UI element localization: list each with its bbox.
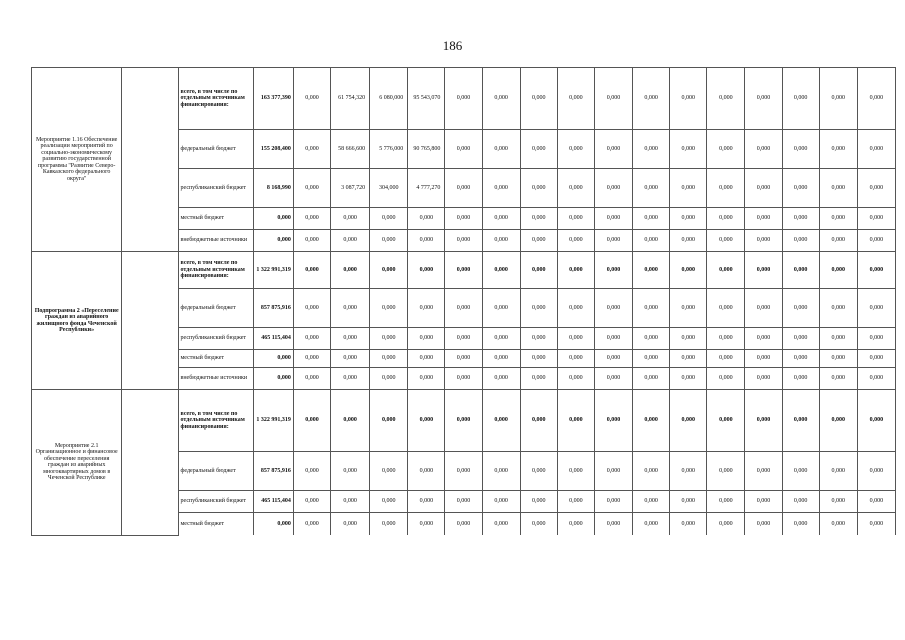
year-amount: 0,000 (557, 328, 594, 350)
year-amount: 0,000 (445, 452, 482, 491)
year-amount: 0,000 (331, 208, 370, 230)
year-amount: 0,000 (857, 491, 895, 513)
section-name: Мероприятие 2.1 Организационное и финансовое обеспечение переселения граждан из аварийных многоквартирных домов в Чеченской Республике (32, 390, 122, 536)
page-number: 186 (442, 38, 463, 53)
year-amount: 0,000 (331, 289, 370, 328)
year-amount: 0,000 (707, 513, 745, 536)
year-amount: 0,000 (520, 289, 557, 328)
year-amount: 0,000 (782, 390, 819, 452)
year-amount: 0,000 (370, 289, 408, 328)
total-amount: 8 168,990 (253, 169, 293, 208)
year-amount: 0,000 (594, 328, 632, 350)
year-amount: 0,000 (482, 169, 520, 208)
year-amount: 0,000 (408, 230, 445, 252)
year-amount: 0,000 (445, 208, 482, 230)
year-amount: 0,000 (482, 452, 520, 491)
year-amount: 0,000 (633, 491, 670, 513)
year-amount: 0,000 (707, 230, 745, 252)
year-amount: 0,000 (331, 350, 370, 368)
year-amount: 0,000 (445, 169, 482, 208)
total-amount: 465 115,404 (253, 328, 293, 350)
year-amount: 0,000 (370, 252, 408, 289)
table-body (32, 68, 896, 536)
year-amount: 0,000 (745, 452, 782, 491)
year-amount: 0,000 (408, 513, 445, 536)
year-amount: 0,000 (520, 208, 557, 230)
year-amount: 0,000 (782, 289, 819, 328)
funding-source: всего, в том числе по отдельным источникам финансирования: (178, 68, 253, 130)
year-amount: 0,000 (782, 252, 819, 289)
year-amount: 0,000 (594, 513, 632, 536)
funding-source: внебюджетные источники (178, 230, 253, 252)
year-amount: 0,000 (857, 252, 895, 289)
year-amount: 0,000 (707, 252, 745, 289)
year-amount: 0,000 (819, 230, 857, 252)
year-amount: 0,000 (445, 130, 482, 169)
year-amount: 0,000 (293, 513, 330, 536)
total-amount: 857 875,916 (253, 289, 293, 328)
year-amount: 0,000 (331, 390, 370, 452)
year-amount: 0,000 (857, 350, 895, 368)
year-amount: 0,000 (293, 130, 330, 169)
year-amount: 0,000 (670, 368, 707, 390)
year-amount: 0,000 (293, 368, 330, 390)
year-amount: 0,000 (633, 208, 670, 230)
year-amount: 0,000 (745, 289, 782, 328)
year-amount: 0,000 (408, 350, 445, 368)
year-amount: 0,000 (745, 68, 782, 130)
year-amount: 0,000 (445, 68, 482, 130)
year-amount: 0,000 (633, 169, 670, 208)
year-amount: 58 666,600 (331, 130, 370, 169)
year-amount: 0,000 (745, 513, 782, 536)
year-amount: 0,000 (857, 68, 895, 130)
year-amount: 0,000 (557, 350, 594, 368)
year-amount: 0,000 (482, 68, 520, 130)
year-amount: 0,000 (520, 491, 557, 513)
year-amount: 0,000 (670, 130, 707, 169)
year-amount: 0,000 (331, 491, 370, 513)
total-amount: 163 377,390 (253, 68, 293, 130)
year-amount: 0,000 (707, 328, 745, 350)
year-amount: 4 777,270 (408, 169, 445, 208)
year-amount: 0,000 (557, 368, 594, 390)
total-amount: 857 875,916 (253, 452, 293, 491)
year-amount: 0,000 (670, 68, 707, 130)
year-amount: 0,000 (293, 68, 330, 130)
year-amount: 0,000 (594, 208, 632, 230)
year-amount: 0,000 (633, 252, 670, 289)
year-amount: 0,000 (819, 289, 857, 328)
year-amount: 0,000 (857, 130, 895, 169)
year-amount: 0,000 (819, 252, 857, 289)
year-amount: 0,000 (782, 68, 819, 130)
year-amount: 0,000 (293, 289, 330, 328)
funding-source: местный бюджет (178, 513, 253, 536)
budget-table (31, 67, 896, 536)
table-row (32, 68, 896, 130)
year-amount: 0,000 (370, 390, 408, 452)
total-amount: 0,000 (253, 230, 293, 252)
year-amount: 0,000 (633, 368, 670, 390)
section-executor-cell (122, 68, 178, 252)
year-amount: 0,000 (293, 390, 330, 452)
year-amount: 0,000 (408, 289, 445, 328)
section-name: Мероприятие 1.16 Обеспечение реализации мероприятий по социально-экономическому развитию государственной программы "Развитие Северо-Кавказского федерального округа" (32, 68, 122, 252)
year-amount: 0,000 (819, 452, 857, 491)
year-amount: 0,000 (293, 230, 330, 252)
year-amount: 0,000 (594, 390, 632, 452)
year-amount: 0,000 (745, 230, 782, 252)
year-amount: 0,000 (857, 208, 895, 230)
year-amount: 0,000 (819, 513, 857, 536)
total-amount: 0,000 (253, 350, 293, 368)
year-amount: 0,000 (520, 368, 557, 390)
year-amount: 0,000 (520, 68, 557, 130)
funding-source: федеральный бюджет (178, 289, 253, 328)
section-executor-cell (122, 390, 178, 536)
year-amount: 0,000 (707, 350, 745, 368)
year-amount: 0,000 (594, 452, 632, 491)
year-amount: 0,000 (745, 390, 782, 452)
year-amount: 0,000 (557, 513, 594, 536)
year-amount: 0,000 (557, 68, 594, 130)
year-amount: 0,000 (293, 491, 330, 513)
year-amount: 0,000 (557, 252, 594, 289)
year-amount: 90 765,800 (408, 130, 445, 169)
year-amount: 0,000 (594, 230, 632, 252)
year-amount: 0,000 (370, 452, 408, 491)
funding-source: местный бюджет (178, 208, 253, 230)
year-amount: 0,000 (594, 68, 632, 130)
year-amount: 0,000 (445, 350, 482, 368)
year-amount: 0,000 (670, 513, 707, 536)
year-amount: 0,000 (819, 328, 857, 350)
total-amount: 0,000 (253, 208, 293, 230)
year-amount: 0,000 (857, 513, 895, 536)
year-amount: 0,000 (745, 252, 782, 289)
year-amount: 0,000 (557, 208, 594, 230)
total-amount: 465 115,404 (253, 491, 293, 513)
year-amount: 0,000 (370, 513, 408, 536)
year-amount: 0,000 (482, 350, 520, 368)
year-amount: 0,000 (408, 390, 445, 452)
year-amount: 0,000 (670, 390, 707, 452)
year-amount: 0,000 (408, 252, 445, 289)
funding-source: республиканский бюджет (178, 491, 253, 513)
year-amount: 0,000 (445, 368, 482, 390)
year-amount: 0,000 (633, 289, 670, 328)
year-amount: 0,000 (331, 230, 370, 252)
year-amount: 0,000 (670, 328, 707, 350)
year-amount: 0,000 (520, 252, 557, 289)
year-amount: 0,000 (782, 350, 819, 368)
year-amount: 0,000 (331, 368, 370, 390)
year-amount: 0,000 (745, 328, 782, 350)
year-amount: 0,000 (745, 130, 782, 169)
year-amount: 0,000 (520, 130, 557, 169)
year-amount: 0,000 (782, 328, 819, 350)
total-amount: 0,000 (253, 368, 293, 390)
year-amount: 0,000 (594, 491, 632, 513)
year-amount: 0,000 (857, 169, 895, 208)
year-amount: 0,000 (482, 208, 520, 230)
year-amount: 0,000 (482, 289, 520, 328)
year-amount: 0,000 (293, 452, 330, 491)
year-amount: 0,000 (670, 208, 707, 230)
year-amount: 0,000 (408, 208, 445, 230)
funding-source: федеральный бюджет (178, 130, 253, 169)
year-amount: 0,000 (782, 368, 819, 390)
section-executor-cell (122, 252, 178, 390)
year-amount: 0,000 (520, 513, 557, 536)
year-amount: 6 080,000 (370, 68, 408, 130)
year-amount: 0,000 (557, 289, 594, 328)
year-amount: 0,000 (782, 491, 819, 513)
year-amount: 0,000 (445, 513, 482, 536)
total-amount: 155 208,400 (253, 130, 293, 169)
year-amount: 0,000 (670, 491, 707, 513)
year-amount: 0,000 (633, 513, 670, 536)
year-amount: 0,000 (445, 328, 482, 350)
year-amount: 0,000 (293, 169, 330, 208)
year-amount: 0,000 (707, 130, 745, 169)
year-amount: 0,000 (707, 452, 745, 491)
year-amount: 3 087,720 (331, 169, 370, 208)
year-amount: 0,000 (819, 68, 857, 130)
year-amount: 0,000 (782, 513, 819, 536)
year-amount: 95 543,070 (408, 68, 445, 130)
year-amount: 0,000 (520, 328, 557, 350)
total-amount: 1 322 991,319 (253, 252, 293, 289)
year-amount: 0,000 (857, 452, 895, 491)
year-amount: 0,000 (633, 390, 670, 452)
year-amount: 0,000 (445, 252, 482, 289)
year-amount: 0,000 (520, 390, 557, 452)
year-amount: 0,000 (819, 390, 857, 452)
year-amount: 0,000 (819, 208, 857, 230)
year-amount: 0,000 (745, 350, 782, 368)
year-amount: 0,000 (445, 491, 482, 513)
year-amount: 0,000 (482, 328, 520, 350)
year-amount: 0,000 (370, 328, 408, 350)
year-amount: 0,000 (782, 130, 819, 169)
funding-source: республиканский бюджет (178, 169, 253, 208)
year-amount: 0,000 (520, 169, 557, 208)
year-amount: 0,000 (520, 350, 557, 368)
year-amount: 0,000 (819, 130, 857, 169)
year-amount: 0,000 (445, 230, 482, 252)
year-amount: 0,000 (520, 230, 557, 252)
year-amount: 0,000 (331, 452, 370, 491)
year-amount: 0,000 (633, 130, 670, 169)
year-amount: 0,000 (745, 208, 782, 230)
year-amount: 0,000 (594, 350, 632, 368)
year-amount: 0,000 (594, 130, 632, 169)
year-amount: 0,000 (707, 368, 745, 390)
year-amount: 0,000 (594, 252, 632, 289)
total-amount: 0,000 (253, 513, 293, 536)
year-amount: 0,000 (557, 390, 594, 452)
year-amount: 0,000 (782, 230, 819, 252)
year-amount: 0,000 (370, 368, 408, 390)
year-amount: 0,000 (482, 491, 520, 513)
year-amount: 0,000 (857, 390, 895, 452)
year-amount: 0,000 (445, 390, 482, 452)
year-amount: 0,000 (707, 169, 745, 208)
year-amount: 0,000 (293, 350, 330, 368)
year-amount: 0,000 (670, 169, 707, 208)
year-amount: 0,000 (594, 169, 632, 208)
year-amount: 0,000 (707, 390, 745, 452)
year-amount: 0,000 (482, 252, 520, 289)
year-amount: 0,000 (331, 328, 370, 350)
year-amount: 0,000 (745, 491, 782, 513)
year-amount: 0,000 (670, 289, 707, 328)
funding-source: республиканский бюджет (178, 328, 253, 350)
year-amount: 0,000 (370, 350, 408, 368)
year-amount: 0,000 (370, 491, 408, 513)
year-amount: 304,000 (370, 169, 408, 208)
year-amount: 0,000 (819, 491, 857, 513)
year-amount: 0,000 (633, 328, 670, 350)
year-amount: 0,000 (670, 452, 707, 491)
year-amount: 0,000 (782, 452, 819, 491)
year-amount: 0,000 (857, 289, 895, 328)
year-amount: 0,000 (670, 252, 707, 289)
year-amount: 0,000 (633, 230, 670, 252)
year-amount: 0,000 (594, 368, 632, 390)
year-amount: 0,000 (633, 68, 670, 130)
funding-source: всего, в том числе по отдельным источникам финансирования: (178, 252, 253, 289)
year-amount: 0,000 (293, 208, 330, 230)
year-amount: 0,000 (293, 328, 330, 350)
year-amount: 0,000 (482, 230, 520, 252)
funding-source: внебюджетные источники (178, 368, 253, 390)
year-amount: 0,000 (408, 328, 445, 350)
year-amount: 0,000 (293, 252, 330, 289)
year-amount: 0,000 (670, 350, 707, 368)
year-amount: 0,000 (370, 208, 408, 230)
year-amount: 0,000 (670, 230, 707, 252)
year-amount: 0,000 (857, 328, 895, 350)
funding-source: местный бюджет (178, 350, 253, 368)
year-amount: 0,000 (557, 130, 594, 169)
table-row (32, 252, 896, 289)
funding-source: всего, в том числе по отдельным источникам финансирования: (178, 390, 253, 452)
year-amount: 0,000 (557, 230, 594, 252)
year-amount: 0,000 (557, 452, 594, 491)
year-amount: 0,000 (633, 350, 670, 368)
section-name: Подпрограмма 2 «Переселение граждан из аварийного жилищного фонда Чеченской Республики» (32, 252, 122, 390)
year-amount: 0,000 (707, 68, 745, 130)
year-amount: 0,000 (557, 491, 594, 513)
year-amount: 0,000 (782, 208, 819, 230)
year-amount: 0,000 (482, 390, 520, 452)
year-amount: 0,000 (707, 491, 745, 513)
year-amount: 0,000 (819, 169, 857, 208)
table-row (32, 390, 896, 452)
year-amount: 0,000 (408, 452, 445, 491)
year-amount: 0,000 (857, 368, 895, 390)
year-amount: 0,000 (819, 350, 857, 368)
year-amount: 0,000 (745, 169, 782, 208)
year-amount: 0,000 (370, 230, 408, 252)
year-amount: 0,000 (707, 289, 745, 328)
year-amount: 0,000 (594, 289, 632, 328)
year-amount: 61 754,320 (331, 68, 370, 130)
year-amount: 0,000 (482, 130, 520, 169)
funding-source: федеральный бюджет (178, 452, 253, 491)
year-amount: 0,000 (331, 252, 370, 289)
year-amount: 0,000 (520, 452, 557, 491)
year-amount: 0,000 (331, 513, 370, 536)
year-amount: 0,000 (408, 491, 445, 513)
year-amount: 0,000 (557, 169, 594, 208)
year-amount: 0,000 (408, 368, 445, 390)
year-amount: 0,000 (482, 368, 520, 390)
year-amount: 0,000 (633, 452, 670, 491)
year-amount: 0,000 (782, 169, 819, 208)
year-amount: 0,000 (482, 513, 520, 536)
year-amount: 0,000 (819, 368, 857, 390)
year-amount: 0,000 (707, 208, 745, 230)
year-amount: 5 776,000 (370, 130, 408, 169)
year-amount: 0,000 (857, 230, 895, 252)
year-amount: 0,000 (745, 368, 782, 390)
total-amount: 1 322 991,319 (253, 390, 293, 452)
year-amount: 0,000 (445, 289, 482, 328)
